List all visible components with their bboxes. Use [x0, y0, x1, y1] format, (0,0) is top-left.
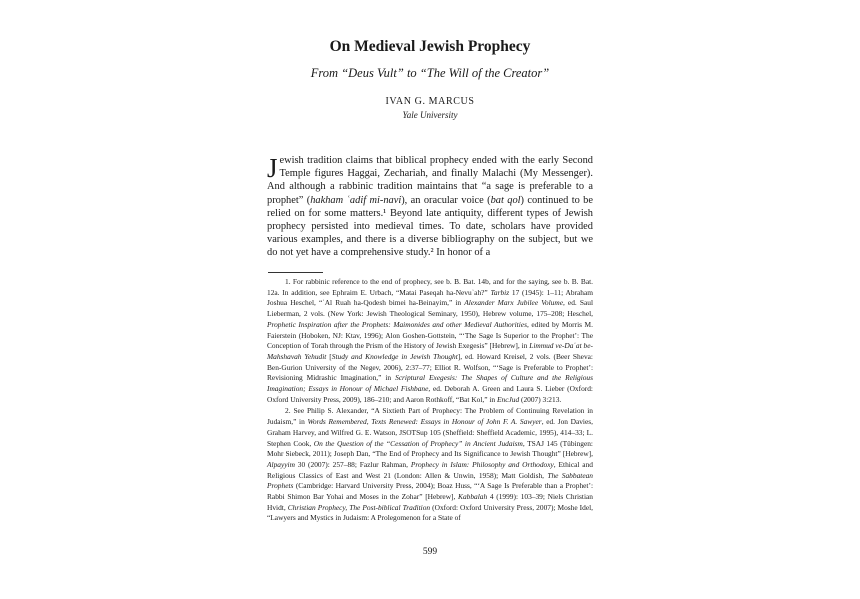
- footnote-italic: Limmud ve-Daʿat be-Mahshavah Yehudit: [267, 341, 593, 361]
- footnote-italic: EncJud: [496, 394, 520, 404]
- article-subtitle: From “Deus Vult” to “The Will of the Creator”: [310, 66, 550, 80]
- footnote-text: , ed. Deborah A. Green and Laura S. Lieber (Oxford: Oxford University Press, 2009), 186–210; and Aaron Rothkoff, “Bat Kol,” in: [267, 384, 593, 404]
- body-text-segment: ), an oracular voice (: [401, 194, 491, 206]
- author-name: IVAN G. MARCUS: [385, 96, 475, 107]
- footnote-italic: Alpayyim: [267, 459, 295, 469]
- footnote-text: (Cambridge: Harvard University Press, 2004); Boaz Huss, “‘A Sage Is Preferable than a Prophet’: Rabbi Shimon Bar Yohai and Moses in the Zohar” [Hebrew],: [267, 481, 593, 502]
- article-title: On Medieval Jewish Prophecy: [329, 38, 531, 55]
- footnote-text: (Oxford: Oxford University Press, 2007); Moshe Idel, “Lawyers and Mystics in Judaism: A Prolegomenon for a State of: [267, 502, 594, 523]
- footnote-text: ], ed. Howard Kreisel, 2 vols. (Beer Sheva: Ben-Gurion University of the Negev, 2006), 2:37–77; Elliot R. Wolfson, “‘Sage is Preferable to Prophet’: Revisioning Midrashic Imagination,” in: [267, 351, 593, 383]
- body-text-segment: ) continued to be relied on for some matters.¹ Beyond late antiquity, different types of Jewish prophecy persisted into medieval times. To date, scholars have provided various examples, and there is a diverse bibliography on the subject, but we do not yet have a comprehensive study.² In honor of a: [267, 194, 593, 259]
- footnote-text: , ed. Saul Lieberman, 2 vols. (New York: Jewish Theological Seminary, 1950), Hebrew volume, 175–208; Heschel,: [267, 298, 593, 319]
- body-italic-term: hakham ʿadif mi-navi: [310, 194, 402, 206]
- footnote-italic: On the Question of the “Cessation of Prophecy” in Ancient Judaism: [313, 438, 523, 448]
- footnote-text: , edited by Morris M. Faierstein (Hoboken, NJ: Ktav, 1996); Alon Goshen-Gottstein, “‘The Sage Is Superior to the Prophet’: The Conception of Torah through the Prism of the History of Jewish Exegesis” [Hebrew], in: [267, 319, 593, 351]
- footnote-text: , TSAJ 145 (Tübingen: Mohr Siebeck, 2011); Joseph Dan, “The End of Prophecy and Its Significance to Jewish Thought” [Hebrew],: [267, 438, 593, 459]
- footnote-2: [267, 406, 593, 524]
- footnote-text: 2. See Philip S. Alexander, “A Sixtieth Part of Prophecy: The Problem of Continuing Revelation in Judaism,” in: [267, 406, 593, 427]
- footnote-text: , Ethical and Religious Classics of East and West 21 (London: Allen & Unwin, 1958); Matt Goldish,: [267, 459, 593, 480]
- footnote-italic: Prophecy in Islam: Philosophy and Orthodoxy: [410, 459, 554, 469]
- drop-cap: J: [267, 153, 278, 183]
- footnote-italic: Words Remembered, Texts Renewed: Essays in Honour of John F. A. Sawyer: [307, 417, 542, 427]
- body-paragraph: [267, 154, 593, 260]
- page-number: 599: [422, 547, 438, 557]
- footnote-italic: Study and Knowledge in Jewish Thought: [331, 351, 458, 361]
- footnote-italic: Alexander Marx Jubilee Volume: [464, 298, 563, 308]
- footnote-italic: Tarbiz: [490, 287, 510, 297]
- footnote-separator: [268, 272, 323, 273]
- author-affiliation: Yale University: [402, 110, 458, 120]
- footnote-text: 30 (2007): 257–88; Fazlur Rahman,: [294, 459, 411, 469]
- footnote-text: , ed. Jon Davies, Graham Harvey, and Wilfred G. E. Watson, JSOTSup 105 (Sheffield: Sheffield Academic, 1995), 414–33; L. Stephen Cook,: [267, 417, 593, 448]
- footnote-italic: Christian Prophecy, The Post-biblical Tradition: [287, 502, 431, 512]
- footnote-text: 17 (1945): 1–11; Abraham Joshua Heschel, “ʿAl Ruah ha-Qodesh bimei ha-Beinayim,” in: [267, 287, 593, 308]
- footnote-italic: Scriptural Exegesis: The Shapes of Culture and the Religious Imagination; Essays in Honour of Michael Fishbane: [267, 373, 594, 394]
- footnote-italic: The Sabbatean Prophets: [267, 470, 593, 491]
- footnote-text: 1. For rabbinic reference to the end of prophecy, see b. B. Bat. 14b, and for the saying, see b. B. Bat. 12a. In addition, see Ephraim E. Urbach, “Matai Paseqah ha-Nevuʾah?”: [267, 277, 593, 297]
- footnote-italic: Kabbalah: [458, 492, 488, 502]
- body-italic-term: bat qol: [490, 194, 521, 206]
- body-text-segment: ewish tradition claims that biblical prophecy ended with the early Second Temple figures Haggai, Zechariah, and finally Malachi (My Messenger). And although a rabbinic tradition maintains that “a sage is preferable to a prophet” (: [267, 155, 593, 206]
- footnotes: [267, 277, 593, 525]
- footnote-text: (2007) 3:213.: [519, 394, 562, 404]
- footnote-1: [267, 277, 593, 405]
- footnote-text: [: [326, 351, 332, 361]
- footnote-text: 4 (1999): 103–39; Niels Christian Hvidt,: [267, 492, 593, 512]
- footnote-italic: Prophetic Inspiration after the Prophets: Maimonides and other Medieval Authorities: [267, 319, 527, 329]
